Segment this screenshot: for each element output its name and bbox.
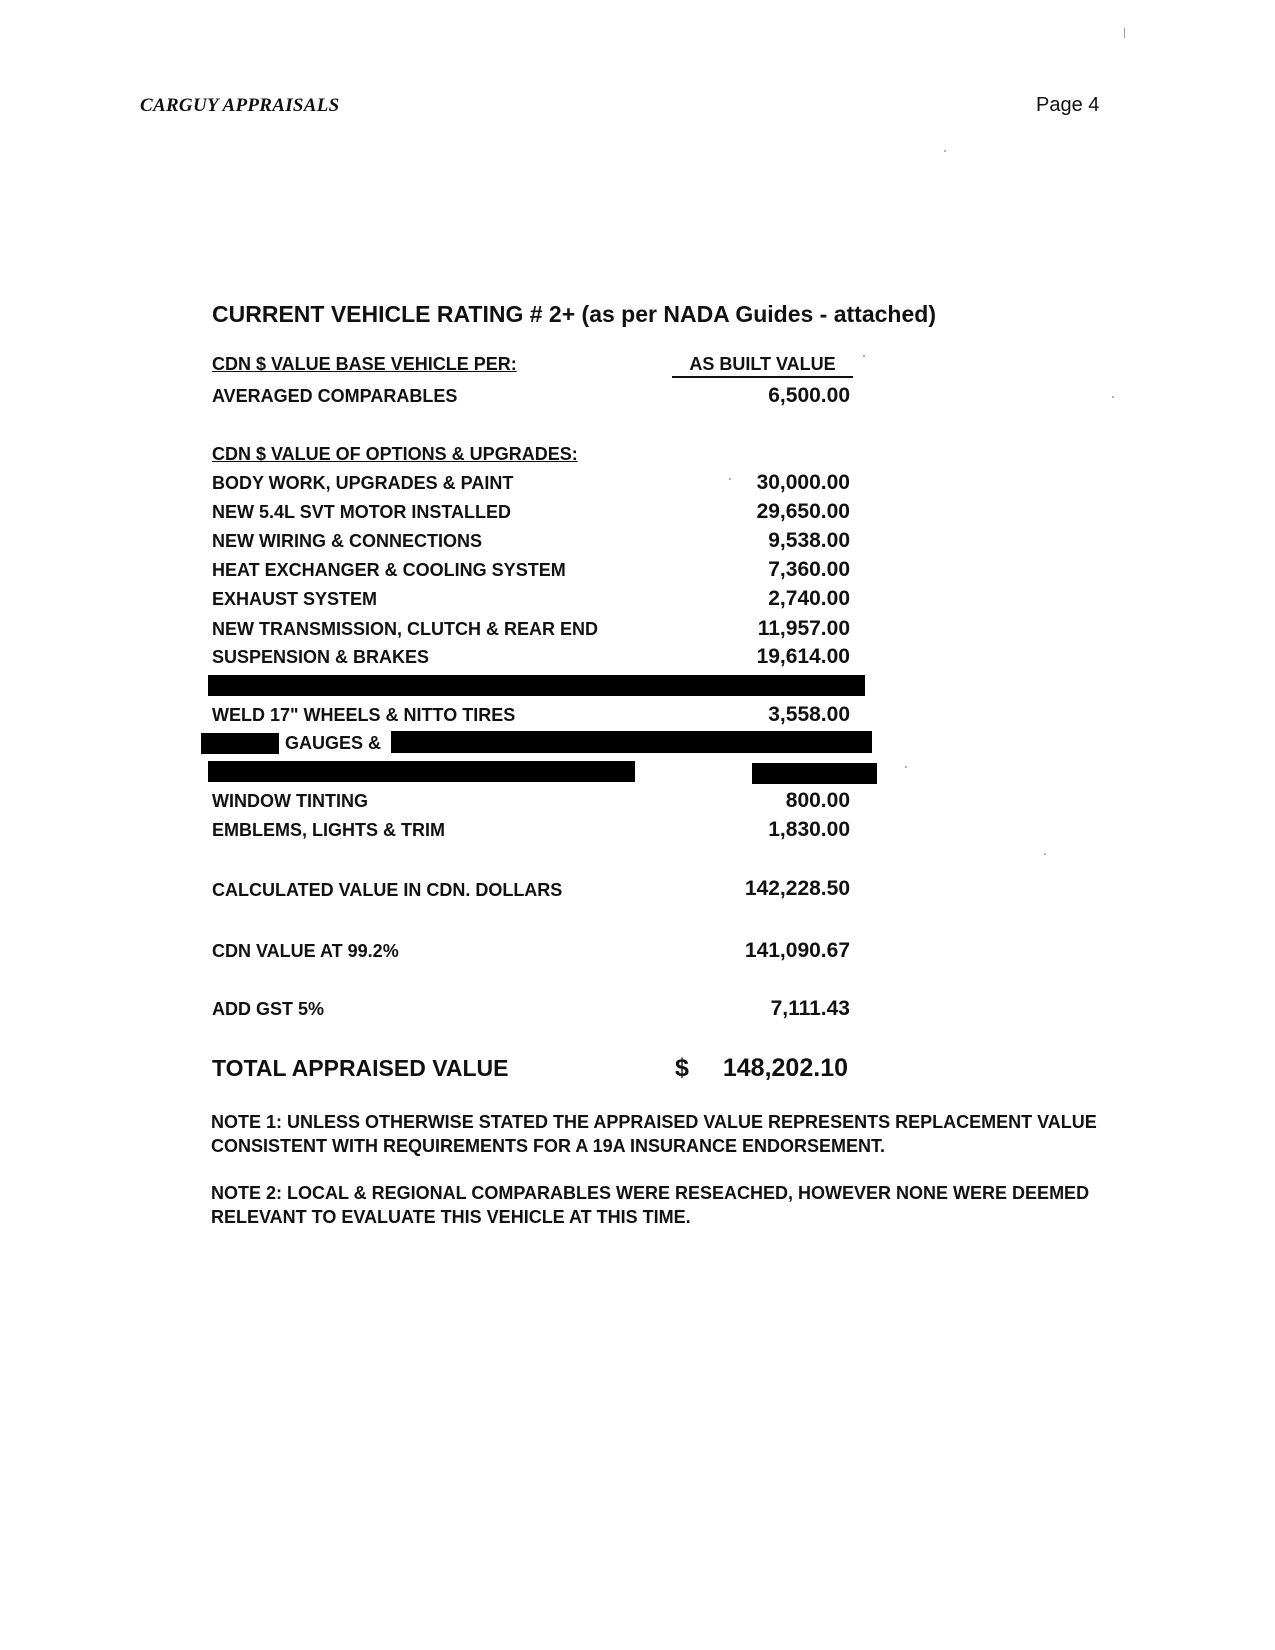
partial-redacted-label: GAUGES & [285,733,382,753]
option-row-value: 29,650.00 [756,500,850,523]
total-appraised-label: TOTAL APPRAISED VALUE [212,1055,509,1081]
currency-symbol: $ [675,1054,689,1082]
scan-speck [863,355,865,357]
option-row-label: NEW TRANSMISSION, CLUTCH & REAR END [212,619,598,639]
option-row-label: EMBLEMS, LIGHTS & TRIM [212,820,445,840]
base-section-header: CDN $ VALUE BASE VEHICLE PER: [212,354,517,374]
page-title: CURRENT VEHICLE RATING # 2+ (as per NADA Guides - attached) [212,301,936,327]
scan-speck [944,150,946,152]
option-row-label: SUSPENSION & BRAKES [212,647,430,667]
option-row-value: 11,957.00 [757,617,850,640]
cdn-value: 141,090.67 [744,939,850,962]
option-row-value: 3,558.00 [768,703,850,726]
redaction-bar [391,731,872,753]
note-1: NOTE 1: UNLESS OTHERWISE STATED THE APPRAISED VALUE REPRESENTS REPLACEMENT VALUE CONSISTENT WITH REQUIREMENTS FOR A 19A INSURANCE ENDORSEMENT. [211,1112,1097,1156]
option-row-value: 800.00 [785,789,850,812]
redaction-bar [201,733,279,754]
option-row-label: WELD 17" WHEELS & NITTO TIRES [212,705,516,725]
note-2: NOTE 2: LOCAL & REGIONAL COMPARABLES WERE RESEACHED, HOWEVER NONE WERE DEEMED RELEVANT TO EVALUATE THIS VEHICLE AT THIS TIME. [211,1183,1090,1227]
option-row-value: 2,740.00 [768,587,850,610]
cdn-value-label: CDN VALUE AT 99.2% [212,941,399,961]
scan-speck [729,478,731,480]
calculated-value-label: CALCULATED VALUE IN CDN. DOLLARS [212,880,563,900]
option-row-label: HEAT EXCHANGER & COOLING SYSTEM [212,560,566,580]
as-built-value-header: AS BUILT VALUE [672,354,853,378]
option-row-value: 7,360.00 [768,558,850,581]
company-name: CARGUY APPRAISALS [140,95,340,116]
scan-speck [905,766,907,768]
option-row-value: 30,000.00 [756,471,850,494]
gst-value: 7,111.43 [770,997,850,1020]
redaction-bar [752,763,877,784]
redaction-bar [208,761,635,782]
option-row-label: WINDOW TINTING [212,791,368,811]
calculated-value: 142,228.50 [744,877,850,900]
total-appraised-value: 148,202.10 [722,1054,848,1082]
option-row-label: EXHAUST SYSTEM [212,589,378,609]
page-number: Page 4 [1036,94,1100,116]
redaction-bar [208,675,865,696]
base-row-label: AVERAGED COMPARABLES [212,386,458,406]
option-row-value: 1,830.00 [768,818,850,841]
scan-speck [1112,396,1114,398]
option-row-value: 9,538.00 [768,529,850,552]
option-row-label: NEW WIRING & CONNECTIONS [212,531,482,551]
gst-label: ADD GST 5% [212,999,325,1019]
base-row-value: 6,500.00 [768,384,850,407]
option-row-label: NEW 5.4L SVT MOTOR INSTALLED [212,502,512,522]
option-row-value: 19,614.00 [756,645,850,668]
scan-speck [1124,28,1125,38]
options-section-header: CDN $ VALUE OF OPTIONS & UPGRADES: [212,444,578,464]
option-row-label: BODY WORK, UPGRADES & PAINT [212,473,514,493]
scan-speck [1044,853,1046,855]
